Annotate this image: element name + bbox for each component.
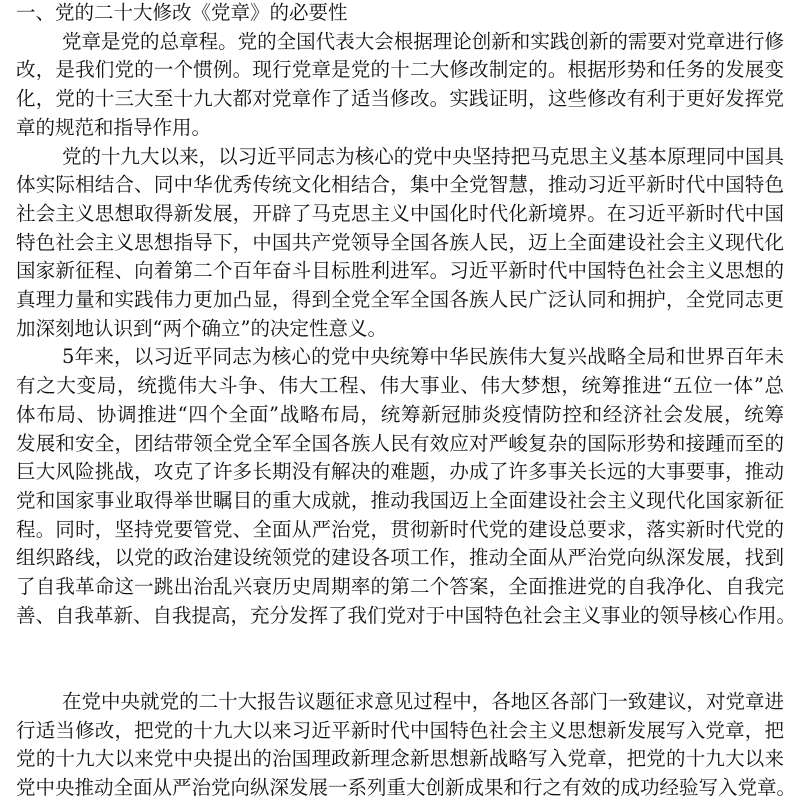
text-line: 特色社会主义思想指导下，中国共产党领导全国各族人民，迈上全面建设社会主义现代化 — [16, 230, 784, 254]
text-line: 5年来，以习近平同志为核心的党中央统筹中华民族伟大复兴战略全局和世界百年未 — [62, 345, 784, 369]
text-line: 党的十九大以来，以习近平同志为核心的党中央坚持把马克思主义基本原理同中国具 — [62, 144, 784, 168]
text-line: 国家新征程、向着第二个百年奋斗目标胜利进军。习近平新时代中国特色社会主义思想的 — [16, 259, 784, 283]
text-line: 加深刻地认识到“两个确立”的决定性意义。 — [16, 316, 387, 340]
text-line: 章的规范和指导作用。 — [16, 115, 212, 139]
text-line: 程。同时，坚持党要管党、全面从严治党，贯彻新时代党的建设总要求，落实新时代党的 — [16, 517, 784, 541]
text-line: 行适当修改，把党的十九大以来习近平新时代中国特色社会主义思想新发展写入党章，把 — [16, 718, 784, 742]
text-line: 党和国家事业取得举世瞩目的重大成就，推动我国迈上全面建设社会主义现代化国家新征 — [16, 488, 784, 512]
text-line: 真理力量和实践伟力更加凸显，得到全党全军全国各族人民广泛认同和拥护，全党同志更 — [16, 288, 784, 311]
text-line: 体实际相结合、同中华优秀传统文化相结合，集中全党智慧，推动习近平新时代中国特色 — [16, 173, 784, 197]
text-line: 了自我革命这一跳出治乱兴衰历史周期率的第二个答案，全面推进党的自我净化、自我完 — [16, 575, 784, 598]
text-line: 党章是党的总章程。党的全国代表大会根据理论创新和实践创新的需要对党章进行修 — [62, 29, 784, 53]
text-line: 组织路线，以党的政治建设统领党的建设各项工作，推动全面从严治党向纵深发展，找到 — [16, 546, 784, 570]
text-line: 改，是我们党的一个惯例。现行党章是党的十二大修改制定的。根据形势和任务的发展变 — [16, 58, 784, 82]
text-line: 善、自我革新、自我提高，充分发挥了我们党对于中国特色社会主义事业的领导核心作用。 — [16, 603, 797, 627]
section-heading: 一、党的二十大修改《党章》的必要性 — [16, 1, 348, 24]
text-line: 化，党的十三大至十九大都对党章作了适当修改。实践证明，这些修改有利于更好发挥党 — [16, 87, 784, 111]
text-line: 发展和安全，团结带领全党全军全国各族人民有效应对严峻复杂的国际形势和接踵而至的 — [16, 431, 784, 455]
text-line: 党的十九大以来党中央提出的治国理政新理念新思想新战略写入党章，把党的十九大以来 — [16, 747, 784, 771]
text-line: 党中央推动全面从严治党向纵深发展一系列重大创新成果和行之有效的成功经验写入党章。 — [16, 775, 797, 799]
text-line: 体布局、协调推进“四个全面”战略布局，统筹新冠肺炎疫情防控和经济社会发展，统筹 — [16, 402, 784, 426]
text-line: 有之大变局，统揽伟大斗争、伟大工程、伟大事业、伟大梦想，统筹推进“五位一体”总 — [16, 374, 784, 398]
text-line: 巨大风险挑战，攻克了许多长期没有解决的难题，办成了许多事关长远的大事要事，推动 — [16, 460, 784, 484]
text-line: 社会主义思想取得新发展，开辟了马克思主义中国化时代化新境界。在习近平新时代中国 — [16, 201, 784, 225]
text-line: 在党中央就党的二十大报告议题征求意见过程中，各地区各部门一致建议，对党章进 — [62, 689, 784, 713]
